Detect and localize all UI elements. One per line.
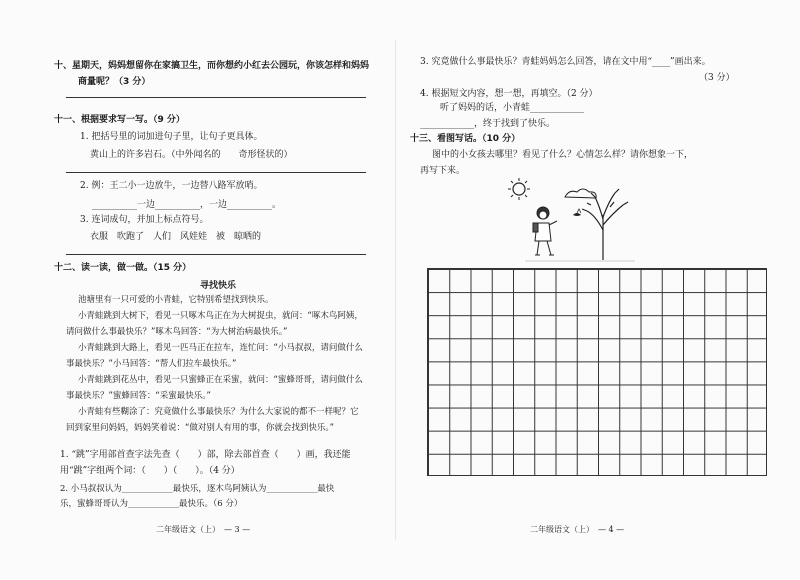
q12-1-line1: 1. “跳”字用部首查字法先查（ ）部，除去部首查（ ）画，我还能 xyxy=(60,450,351,460)
q13-prompt-line1: 图中的小女孩去哪里？看见了什么？心情怎么样？请你想象一下， xyxy=(432,150,694,160)
q13-prompt-line2: 再写下来。 xyxy=(420,166,466,176)
q11-3-answer-line[interactable] xyxy=(66,254,366,255)
story-paragraph-5: 小青蛙有些糊涂了：究竟做什么事最快乐？为什么大家说的都不一样呢？它回到家里问妈妈，妈妈笑着说：“做对别人有用的事，你就会找到快乐。” xyxy=(66,407,359,433)
q12-2-line2: 乐，蜜蜂哥哥认为____________最快乐。（6 分） xyxy=(60,499,243,509)
story-paragraph-1: 池塘里有一只可爱的小青蛙，它特别希望找到快乐。 xyxy=(78,295,274,305)
girl-figure-icon xyxy=(533,207,557,255)
q12-3-score: （3 分） xyxy=(699,73,735,83)
q11-2-blank[interactable]: __________一边__________，一边__________。 xyxy=(92,200,282,210)
q12-4-text: 4. 根据短文内容，想一想，再填空。（2 分） xyxy=(420,89,598,99)
q11-title: 十一、根据要求写一写。（9 分） xyxy=(54,115,185,125)
q11-1-answer-line[interactable] xyxy=(66,172,366,173)
q11-1-sentence: 黄山上的许多岩石。（中外闻名的 奇形怪状的） xyxy=(90,150,293,160)
q11-3-words: 衣服 吹跑了 人们 风娃娃 被 晾晒的 xyxy=(90,232,262,242)
footer-right: 二年级语文（上） — 4 — xyxy=(530,525,625,534)
tree-icon xyxy=(582,189,628,260)
sun-icon xyxy=(508,178,530,200)
q12-4-fill2[interactable]: ____________，终于找到了快乐。 xyxy=(420,119,556,129)
q10-line1: 十、星期天，妈妈想留你在家搞卫生，而你想约小红去公园玩，你该怎样和妈妈 xyxy=(54,61,370,71)
story-paragraph-3: 小青蛙跳到大路上，看见一匹马正在拉车，连忙问：“小马叔叔，请问做什么事最快乐？”小马回答：“帮人们拉车最快乐。” xyxy=(66,343,363,369)
story-title: 寻找快乐 xyxy=(200,281,237,291)
q11-2-text: 2. 例：王二小一边放牛，一边替八路军放哨。 xyxy=(80,181,263,191)
q12-3-line1: 3. 究竟做什么事最快乐？青蛙妈妈怎么回答，请在文中用“____”画出来。 xyxy=(420,57,711,67)
q12-4-fill1[interactable]: 听了妈妈的话，小青蛙____________ xyxy=(440,103,585,113)
bird-icon xyxy=(573,209,581,216)
story-paragraph-4: 小青蛙跳到花丛中，看见一只蜜蜂正在采蜜，就问：“蜜蜂哥哥，请问做什么事最快乐？”蜜蜂回答：“采蜜最快乐。” xyxy=(66,375,363,401)
scene-illustration xyxy=(495,175,645,265)
writing-grid[interactable] xyxy=(427,268,767,476)
q11-1-text: 1. 把括号里的词加进句子里，让句子更具体。 xyxy=(80,132,263,142)
q12-2-line1: 2. 小马叔叔认为____________最快乐，逐木鸟阿姨认为____________最快 xyxy=(60,484,335,494)
q10-line2: 商量呢？（3 分） xyxy=(78,77,151,87)
q12-title: 十二、读一读，做一做。（15 分） xyxy=(54,263,192,273)
q10-answer-line[interactable] xyxy=(66,97,366,98)
footer-left: 二年级语文（上） — 3 — xyxy=(156,525,251,534)
q13-title: 十三、看图写话。（10 分） xyxy=(410,134,521,144)
page-divider xyxy=(395,40,396,540)
q11-3-text: 3. 连词成句，并加上标点符号。 xyxy=(80,215,209,225)
q12-1-line2: 用“跳”字组两个词：（ ）（ ）。（4 分） xyxy=(60,466,240,476)
story-paragraph-2: 小青蛙跳到大树下，看见一只啄木鸟正在为大树捉虫，就问：“啄木鸟阿姨，请问做什么事最快乐？”啄木鸟回答：“为大树治病最快乐。” xyxy=(66,311,363,337)
